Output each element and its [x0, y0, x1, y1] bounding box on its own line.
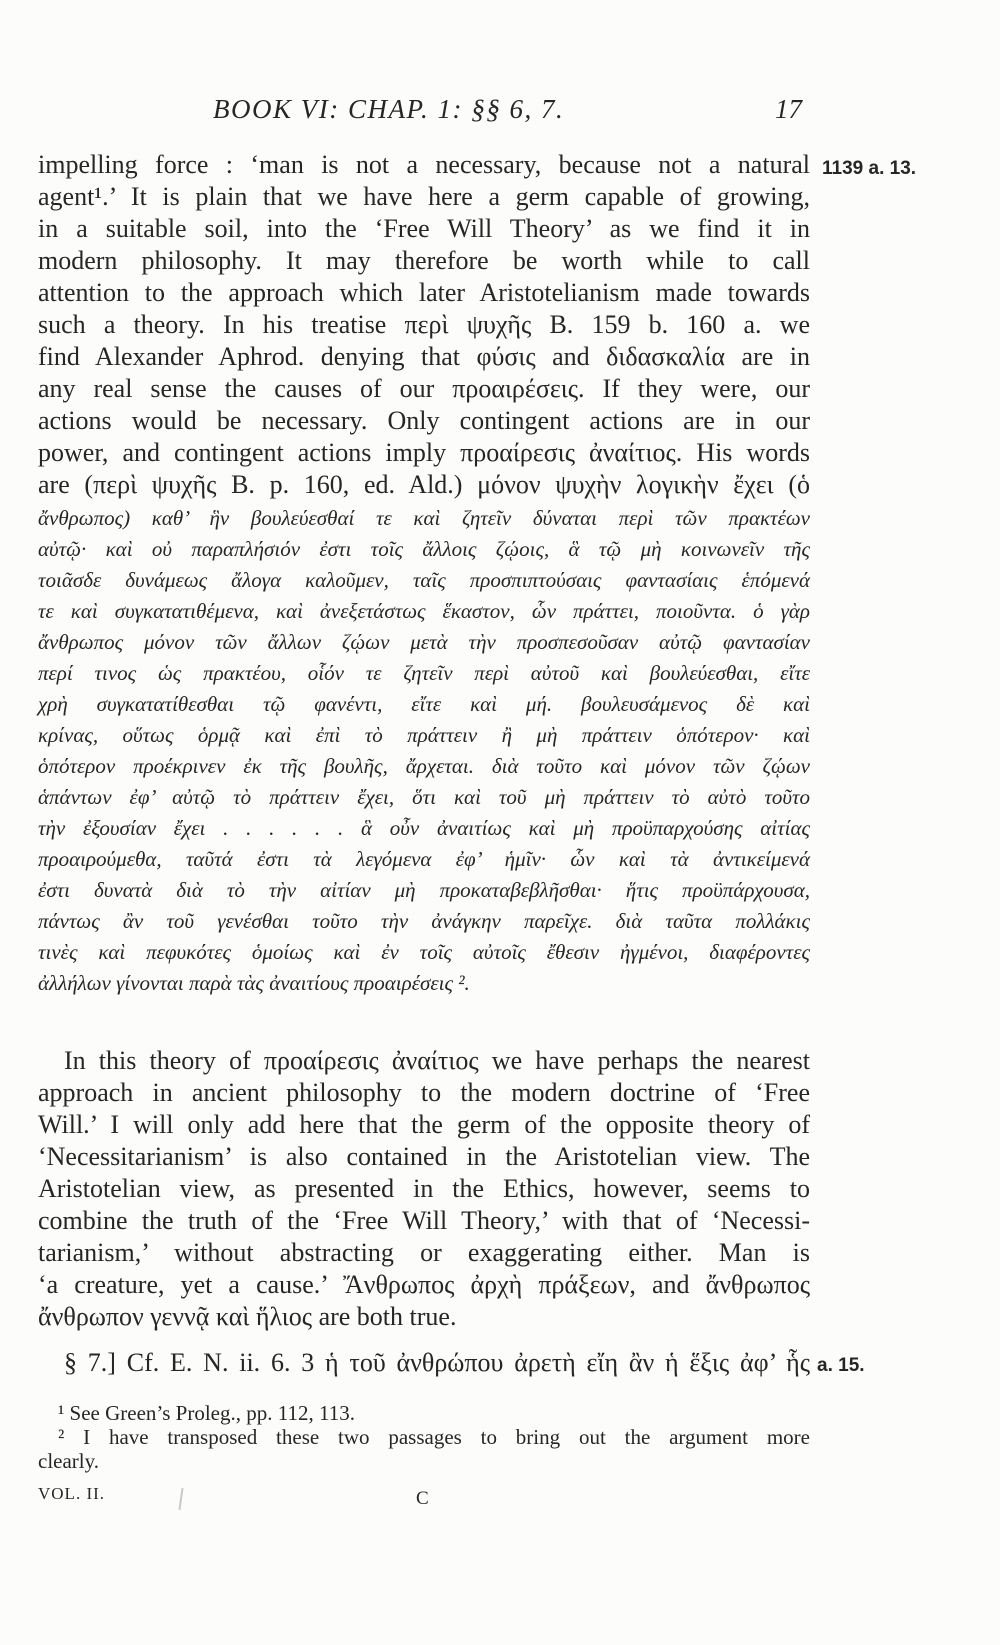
body-line: modern philosophy. It may therefore be worth while to call [38, 246, 810, 275]
body-line: attention to the approach which later Aristotelianism made towards [38, 278, 810, 307]
greek-quote-line: ἄνθρωπος μόνον τῶν ἄλλων ζῴων μετὰ τὴν προσπεσοῦσαν αὐτῷ φαντασίαν [38, 630, 810, 654]
section-reference-line: § 7.] Cf. E. N. ii. 6. 3 ἡ τοῦ ἀνθρώπου ἀρετὴ εἴη ἂν ἡ ἕξις ἀφ’ ἧς [64, 1348, 810, 1377]
signature-letter: C [416, 1488, 429, 1509]
body-line: combine the truth of the ‘Free Will Theory,’ with that of ‘Necessi- [38, 1206, 810, 1235]
body-line: any real sense the causes of our προαιρέσεις. If they were, our [38, 374, 810, 403]
body-line: tarianism,’ without abstracting or exaggerating either. Man is [38, 1238, 810, 1267]
body-line: approach in ancient philosophy to the modern doctrine of ‘Free [38, 1078, 810, 1107]
greek-quote-line: ἐστι δυνατὰ διὰ τὸ τὴν αἰτίαν μὴ προκαταβεβλῆσθαι· ἥτις προϋπάρχουσα, [38, 878, 810, 902]
body-line: ‘a creature, yet a cause.’ Ἄνθρωπος ἀρχὴ πράξεων, and ἄνθρωπος [38, 1270, 810, 1299]
body-line: are (περὶ ψυχῆς B. p. 160, ed. Ald.) μόνον ψυχὴν λογικὴν ἔχει (ὁ [38, 470, 810, 499]
greek-quote-line: αὐτῷ· καὶ οὐ παραπλήσιόν ἐστι τοῖς ἄλλοις ζῴοις, ἃ τῷ μὴ κοινωνεῖν τῆς [38, 537, 810, 561]
page-number: 17 [775, 94, 802, 124]
body-line: Aristotelian view, as presented in the Ethics, however, seems to [38, 1174, 810, 1203]
greek-quote-line: χρὴ συγκατατίθεσθαι τῷ φανέντι, εἴτε καὶ μή. βουλευσάμενος δὲ καὶ [38, 692, 810, 716]
body-line: agent¹.’ It is plain that we have here a germ capable of growing, [38, 182, 810, 211]
greek-quote-line: κρίνας, οὕτως ὁρμᾷ καὶ ἐπὶ τὸ πράττειν ἢ μὴ πράττειν ὁπότερον· καὶ [38, 723, 810, 747]
greek-quote-line: τε καὶ συγκατατιθέμενα, καὶ ἀνεξετάστως ἕκαστον, ὧν πράττει, ποιοῦντα. ὁ γὰρ [38, 599, 810, 623]
footnote: ¹ See Green’s Proleg., pp. 112, 113. [58, 1401, 355, 1425]
margin-reference: a. 15. [817, 1355, 865, 1376]
body-line: actions would be necessary. Only contingent actions are in our [38, 406, 810, 435]
footnote-continuation: clearly. [38, 1449, 100, 1473]
greek-quote-line: ἄνθρωπος) καθ’ ἣν βουλεύεσθαί τε καὶ ζητεῖν δύναται περὶ τῶν πρακτέων [38, 506, 810, 530]
running-header-title: BOOK VI: CHAP. 1: §§ 6, 7. [213, 94, 565, 124]
body-line: In this theory of προαίρεσις ἀναίτιος we have perhaps the nearest [64, 1046, 810, 1075]
greek-quote-line: ἁπάντων ἐφ’ αὐτῷ τὸ πράττειν ἔχει, ὅτι καὶ τοῦ μὴ πράττειν τὸ αὐτὸ τοῦτο [38, 785, 810, 809]
greek-quote-line: πάντως ἂν τοῦ γενέσθαι τοῦτο τὴν ἀνάγκην παρεῖχε. διὰ ταῦτα πολλάκις [38, 909, 810, 933]
volume-signature: VOL. II. [38, 1484, 106, 1503]
footnote: ² I have transposed these two passages to bring out the argument more [58, 1425, 810, 1449]
greek-quote-line: τινὲς καὶ πεφυκότες ὁμοίως καὶ ἐν τοῖς αὐτοῖς ἔθεσιν ἠγμένοι, διαφέροντες [38, 940, 810, 964]
body-line: power, and contingent actions imply προαίρεσις ἀναίτιος. His words [38, 438, 810, 467]
greek-quote-line: τὴν ἐξουσίαν ἔχει . . . . . . ἃ οὖν ἀναιτίως καὶ μὴ προϋπαρχούσης αἰτίας [38, 816, 810, 840]
margin-reference: 1139 a. 13. [822, 158, 917, 179]
body-line: ‘Necessitarianism’ is also contained in the Aristotelian view. The [38, 1142, 810, 1171]
greek-quote-line: ἀλλήλων γίνονται παρὰ τὰς ἀναιτίους προαιρέσεις ². [38, 971, 470, 995]
body-line: such a theory. In his treatise περὶ ψυχῆς B. 159 b. 160 a. we [38, 310, 810, 339]
body-line: Will.’ I will only add here that the germ of the opposite theory of [38, 1110, 810, 1139]
body-line: impelling force : ‘man is not a necessary, because not a natural [38, 150, 810, 179]
body-line: in a suitable soil, into the ‘Free Will Theory’ as we find it in [38, 214, 810, 243]
body-line: find Alexander Aphrod. denying that φύσις and διδασκαλία are in [38, 342, 810, 371]
body-line: ἄνθρωπον γεννᾷ καὶ ἥλιος are both true. [38, 1302, 457, 1331]
greek-quote-line: περί τινος ὡς πρακτέου, οἷόν τε ζητεῖν περὶ αὐτοῦ καὶ βουλεύεσθαι, εἴτε [38, 661, 810, 685]
ink-mark [178, 1488, 183, 1510]
greek-quote-line: τοιᾶσδε δυνάμεως ἄλογα καλοῦμεν, ταῖς προσπιπτούσαις φαντασίαις ἑπόμενά [38, 568, 810, 592]
greek-quote-line: προαιρούμεθα, ταῦτά ἐστι τὰ λεγόμενα ἐφ’ ἡμῖν· ὧν καὶ τὰ ἀντικείμενά [38, 847, 810, 871]
greek-quote-line: ὁπότερον προέκρινεν ἐκ τῆς βουλῆς, ἄρχεται. διὰ τοῦτο καὶ μόνον τῶν ζῴων [38, 754, 810, 778]
